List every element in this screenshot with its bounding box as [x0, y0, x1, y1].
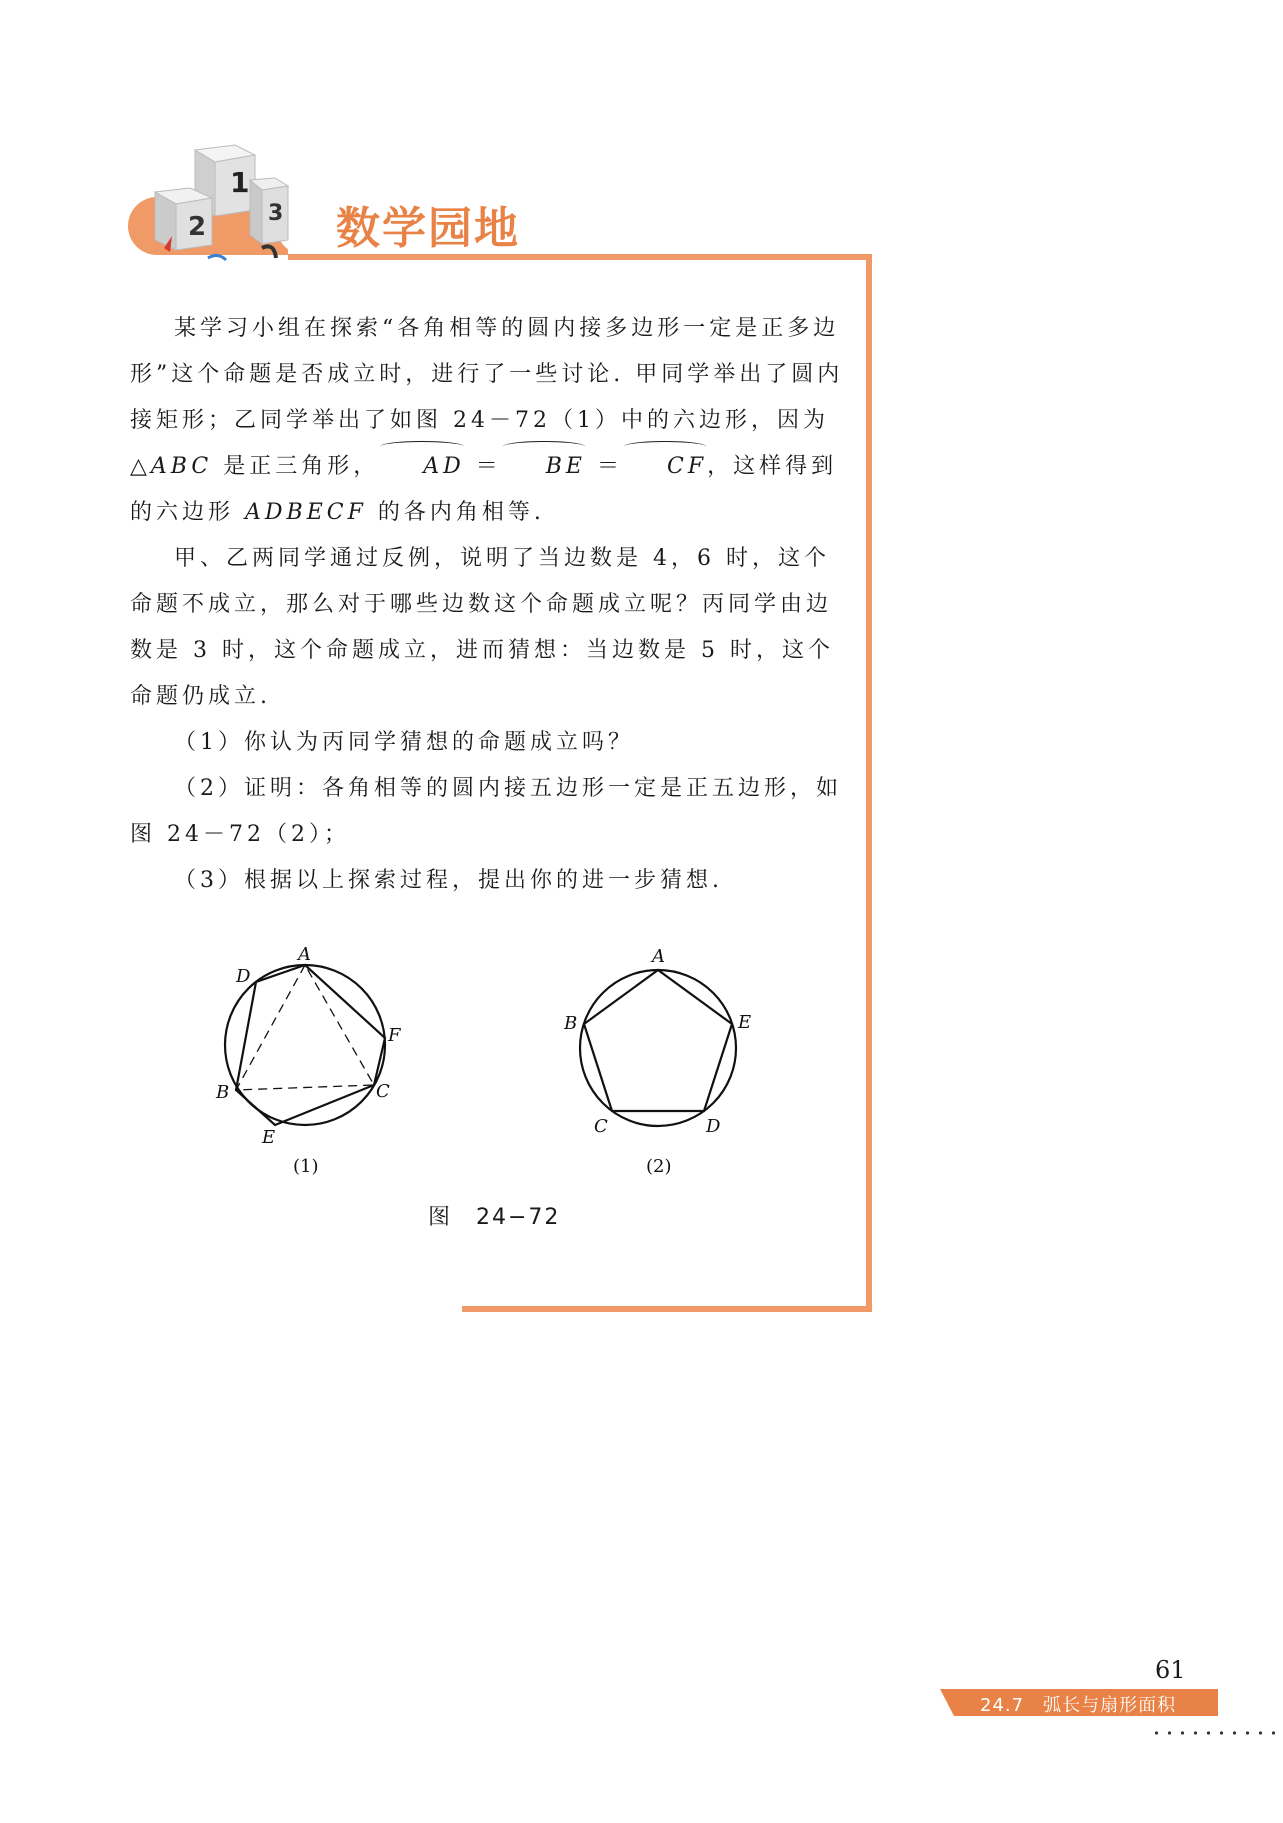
figure-2-label-a: A — [652, 946, 665, 967]
figure-1-label-e: E — [262, 1127, 276, 1148]
figure-1-label-b: B — [216, 1082, 230, 1103]
figure-2-pentagon — [563, 946, 751, 1137]
figure-2-caption: (2) — [646, 1156, 672, 1177]
arc-be: BE — [502, 444, 586, 490]
equals-2: ＝ — [585, 454, 623, 479]
figure-1-caption: (1) — [293, 1156, 319, 1177]
figure-1-label-d: D — [236, 966, 251, 987]
frame-right-border — [866, 254, 872, 1312]
question-2: （2）证明：各角相等的圆内接五边形一定是正五边形，如图 24－72（2）； — [130, 776, 842, 847]
hexagon-name: ADBECF — [245, 500, 367, 525]
question-1: （1）你认为丙同学猜想的命题成立吗？ — [174, 730, 634, 755]
figure-2-circle — [580, 970, 736, 1126]
figure-2-label-c: C — [594, 1116, 608, 1137]
paragraph-1 — [130, 306, 846, 536]
podium-cubes-icon — [150, 140, 290, 270]
figure-2-label-d: D — [706, 1116, 721, 1137]
paragraph-1-part-c: ，这样得到的六边形 — [130, 454, 838, 525]
section-title: 数学园地 — [336, 203, 520, 254]
cube-number-3: 3 — [268, 201, 284, 226]
problem-text — [130, 306, 846, 904]
paragraph-1-part-d: 的各内角相等. — [366, 500, 545, 525]
figure-1-hexagon — [215, 944, 402, 1148]
figure-24-72 — [200, 940, 800, 1180]
triangle-symbol: △ — [130, 454, 151, 479]
page-number: 61 — [1155, 1656, 1186, 1684]
figure-1-label-a: A — [298, 944, 311, 965]
cube-number-1: 1 — [230, 166, 250, 199]
figure-1-label-f: F — [388, 1025, 401, 1046]
footer-section-title: 24.7 弧长与扇形面积 — [980, 1695, 1177, 1716]
paragraph-2: 甲、乙两同学通过反例，说明了当边数是 4，6 时，这个命题不成立，那么对于哪些边数这个命题成立呢？丙同学由边数是 3 时，这个命题成立，进而猜想：当边数是 5 时，这个命题仍成立. — [130, 546, 834, 709]
equals-1: ＝ — [464, 454, 502, 479]
figure-caption: 图 24−72 — [428, 1205, 561, 1230]
frame-bottom-border — [462, 1306, 872, 1312]
arc-cf: CF — [623, 444, 707, 490]
figure-2-label-e: E — [738, 1012, 752, 1033]
paragraph-1-part-b: 是正三角形， — [212, 454, 380, 479]
figure-1-label-c: C — [376, 1081, 390, 1102]
footer-dotted-line — [1150, 1731, 1283, 1735]
figure-2-label-b: B — [564, 1013, 578, 1034]
triangle-abc: ABC — [150, 454, 213, 479]
paragraph-1-part-a: 某学习小组在探索“各角相等的圆内接多边形一定是正多边形”这个命题是否成立时，进行了一些讨论. 甲同学举出了圆内接矩形；乙同学举出了如图 24－72（1）中的六边形，因为 — [130, 316, 844, 433]
frame-top-border — [288, 254, 872, 260]
cube-number-2: 2 — [188, 212, 207, 242]
arc-ad: AD — [379, 444, 465, 490]
question-3: （3）根据以上探索过程，提出你的进一步猜想. — [174, 868, 723, 893]
